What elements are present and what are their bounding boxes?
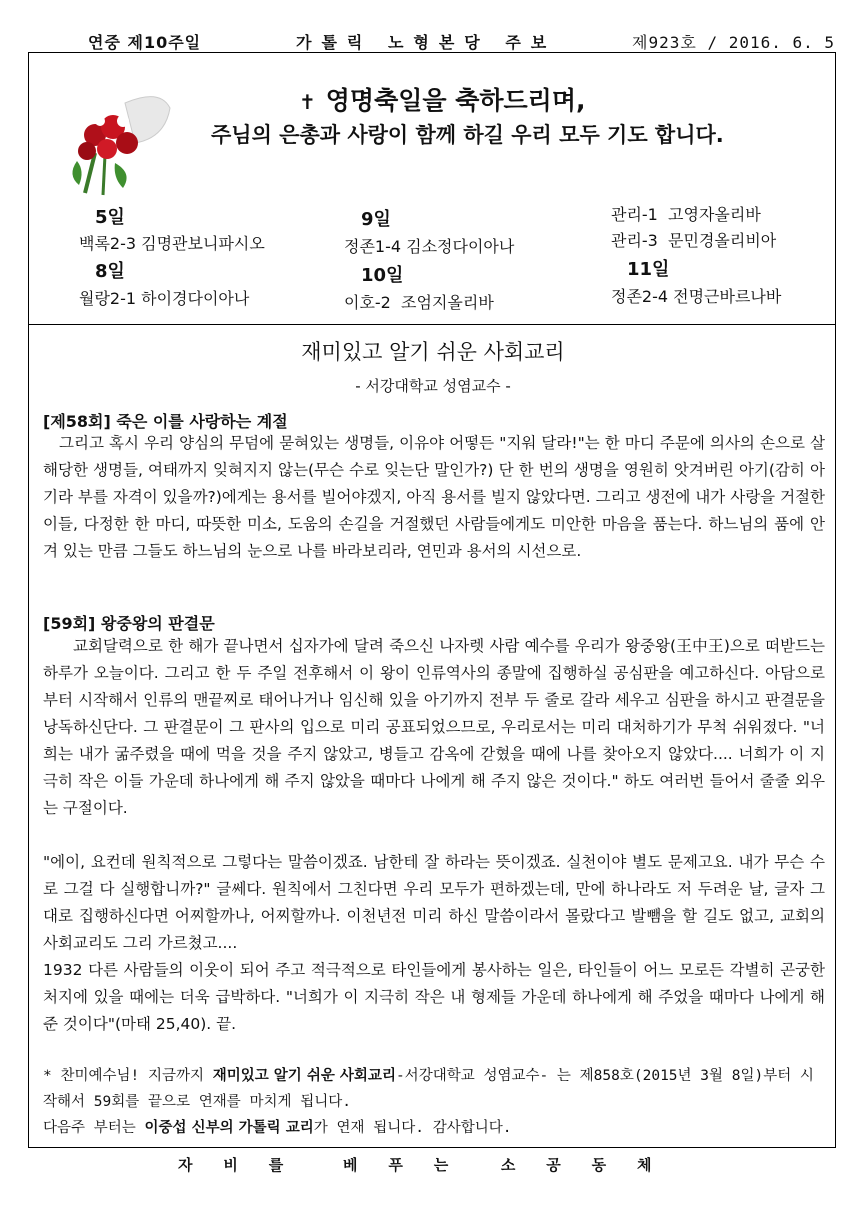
cross-icon: ✝ <box>299 90 316 114</box>
section-59-paragraph: "에이, 요컨데 원칙적으로 그렇다는 말씀이겠죠. 남한테 잘 하라는 뜻이겠죠. 실천이야 별도 문제고요. 내가 무슨 수로 그걸 다 실행합니까?" 글쎄다. 원칙에서 그친다면 우리 모두가 편하겠는데, 만에 하나라도 저 두려운 날, 글자 그대로 집행하신다면 어찌할까나, 어찌할까나. 이천년전 미리 하신 말씀이라서 몰랐다고 발뺌을 할 길도 없고, 교회의 사회교리도 그리 가르쳤고.... <box>43 853 825 952</box>
notice-text: -서강대학교 성염교수- 는 제858호(2015년 3월 8일)부터 시작해서 59회를 끝으로 연재를 마치게 됩니다. <box>43 1068 814 1110</box>
next-serial-notice <box>43 1115 827 1141</box>
feast-day: 11일 <box>627 259 670 280</box>
notice-emphasis: 이중섭 신부의 가톨릭 교리 <box>144 1120 314 1136</box>
section-58-heading: [제58회] 죽은 이를 사랑하는 계절 <box>43 412 288 431</box>
header-bulletin-title: 가톨릭 노형본당 주보 <box>296 33 557 52</box>
greeting-title <box>299 81 585 117</box>
notice-text: 가 연재 됩니다. 감사합니다. <box>313 1120 512 1136</box>
feast-name: 정존1-4 김소정다이아나 <box>344 237 515 256</box>
feast-name: 백록2-3 김명관보니파시오 <box>79 234 265 253</box>
feast-day: 10일 <box>361 265 404 286</box>
serial-end-notice <box>43 1063 827 1115</box>
header-issue-date: 제923호 / 2016. 6. 5 <box>632 33 836 52</box>
notice-text: * 찬미예수님! 지금까지 <box>43 1068 213 1084</box>
rose-bouquet-icon <box>65 83 175 203</box>
section-divider <box>29 324 835 325</box>
bulletin-frame <box>28 52 836 1148</box>
feast-name: 이호-2 조엄지올리바 <box>344 293 494 312</box>
notice-text: 다음주 부터는 <box>43 1120 145 1136</box>
feast-name: 월랑2-1 하이경다이아나 <box>79 289 250 308</box>
feast-day: 8일 <box>95 261 125 282</box>
greeting-title-text: 영명축일을 축하드리며, <box>325 86 586 115</box>
section-59-paragraph: 1932 다른 사람들의 이웃이 되어 주고 적극적으로 타인들에게 봉사하는 일은, 타인들이 어느 모로든 각별히 곤궁한 처지에 있을 때에는 더욱 급박하다. "너희가 이 지극히 작은 내 형제들 가운데 하나에게 해 주었을 때마다 나에게 해 준 것이다"(마태 25,40). 끝. <box>43 961 825 1033</box>
column-byline: - 서강대학교 성염교수 - <box>355 377 511 395</box>
feast-name: 관리-1 고영자올리바 <box>611 205 761 224</box>
header-week: 연중 제10주일 <box>88 33 202 52</box>
section-59-paragraph: 교회달력으로 한 해가 끝나면서 십자가에 달려 죽으신 나자렛 사람 예수를 우리가 왕중왕(王中王)으로 떠받드는 하루가 오늘이다. 그리고 한 두 주일 전후해서 이 왕이 인류역사의 종말에 집행하실 공심판을 예고하신다. 아담으로부터 시작해서 인류의 맨끝찌로 태어나거나 임신해 있을 아기까지 전부 두 줄로 갈라 세우고 심판을 하시고 판결문을 낭독하신단다. 그 판결문이 그 판사의 입으로 미리 공표되었으므로, 우리로서는 미리 대처하기가 무척 쉬워졌다. "너희는 내가 굶주렸을 때에 먹을 것을 주지 않았고, 병들고 감옥에 갇혔을 때에 나를 찾아오지 않았다.... 너희가 이 지극히 작은 이들 가운데 하나에게 해 주지 않았을 때마다 나에게 해 주지 않은 것이다." 하도 여러번 들어서 줄줄 외우는 구절이다. <box>43 637 825 817</box>
feast-day: 5일 <box>95 207 125 228</box>
section-58-text: 그리고 혹시 우리 양심의 무덤에 묻혀있는 생명들, 이유야 어떻든 "지워 달라!"는 한 마디 주문에 의사의 손으로 살해당한 생명들, 여태까지 잊혀지지 않는(무슨 수로 잊는단 말인가?) 단 한 번의 생명을 영원히 앗겨버린 아기(감히 아기라 부를 자격이 있을까?)에게는 용서를 빌어야겠지, 아직 용서를 빌지 않았다면. 그리고 생전에 내가 사랑을 거절한 이들, 다정한 한 마디, 따뜻한 미소, 도움의 손길을 거절했던 사람들에게도 미안한 마음을 품는다. 하느님의 품에 안겨 있는 만큼 그들도 하느님의 눈으로 나를 바라보리라, 연민과 용서의 시선으로. <box>43 434 825 560</box>
feast-name: 정존2-4 전명근바르나바 <box>611 287 782 306</box>
notice-emphasis: 재미있고 알기 쉬운 사회교리 <box>212 1068 396 1084</box>
footer-motto: 자 비 를 베 푸 는 소 공 동 체 <box>178 1156 654 1174</box>
column-title: 재미있고 알기 쉬운 사회교리 <box>301 340 565 364</box>
section-59-heading: [59회] 왕중왕의 판결문 <box>43 614 215 633</box>
feast-name: 관리-3 문민경올리비아 <box>611 231 777 250</box>
feast-day: 9일 <box>361 209 391 230</box>
greeting-subtitle: 주님의 은총과 사랑이 함께 하길 우리 모두 기도 합니다. <box>211 123 724 147</box>
